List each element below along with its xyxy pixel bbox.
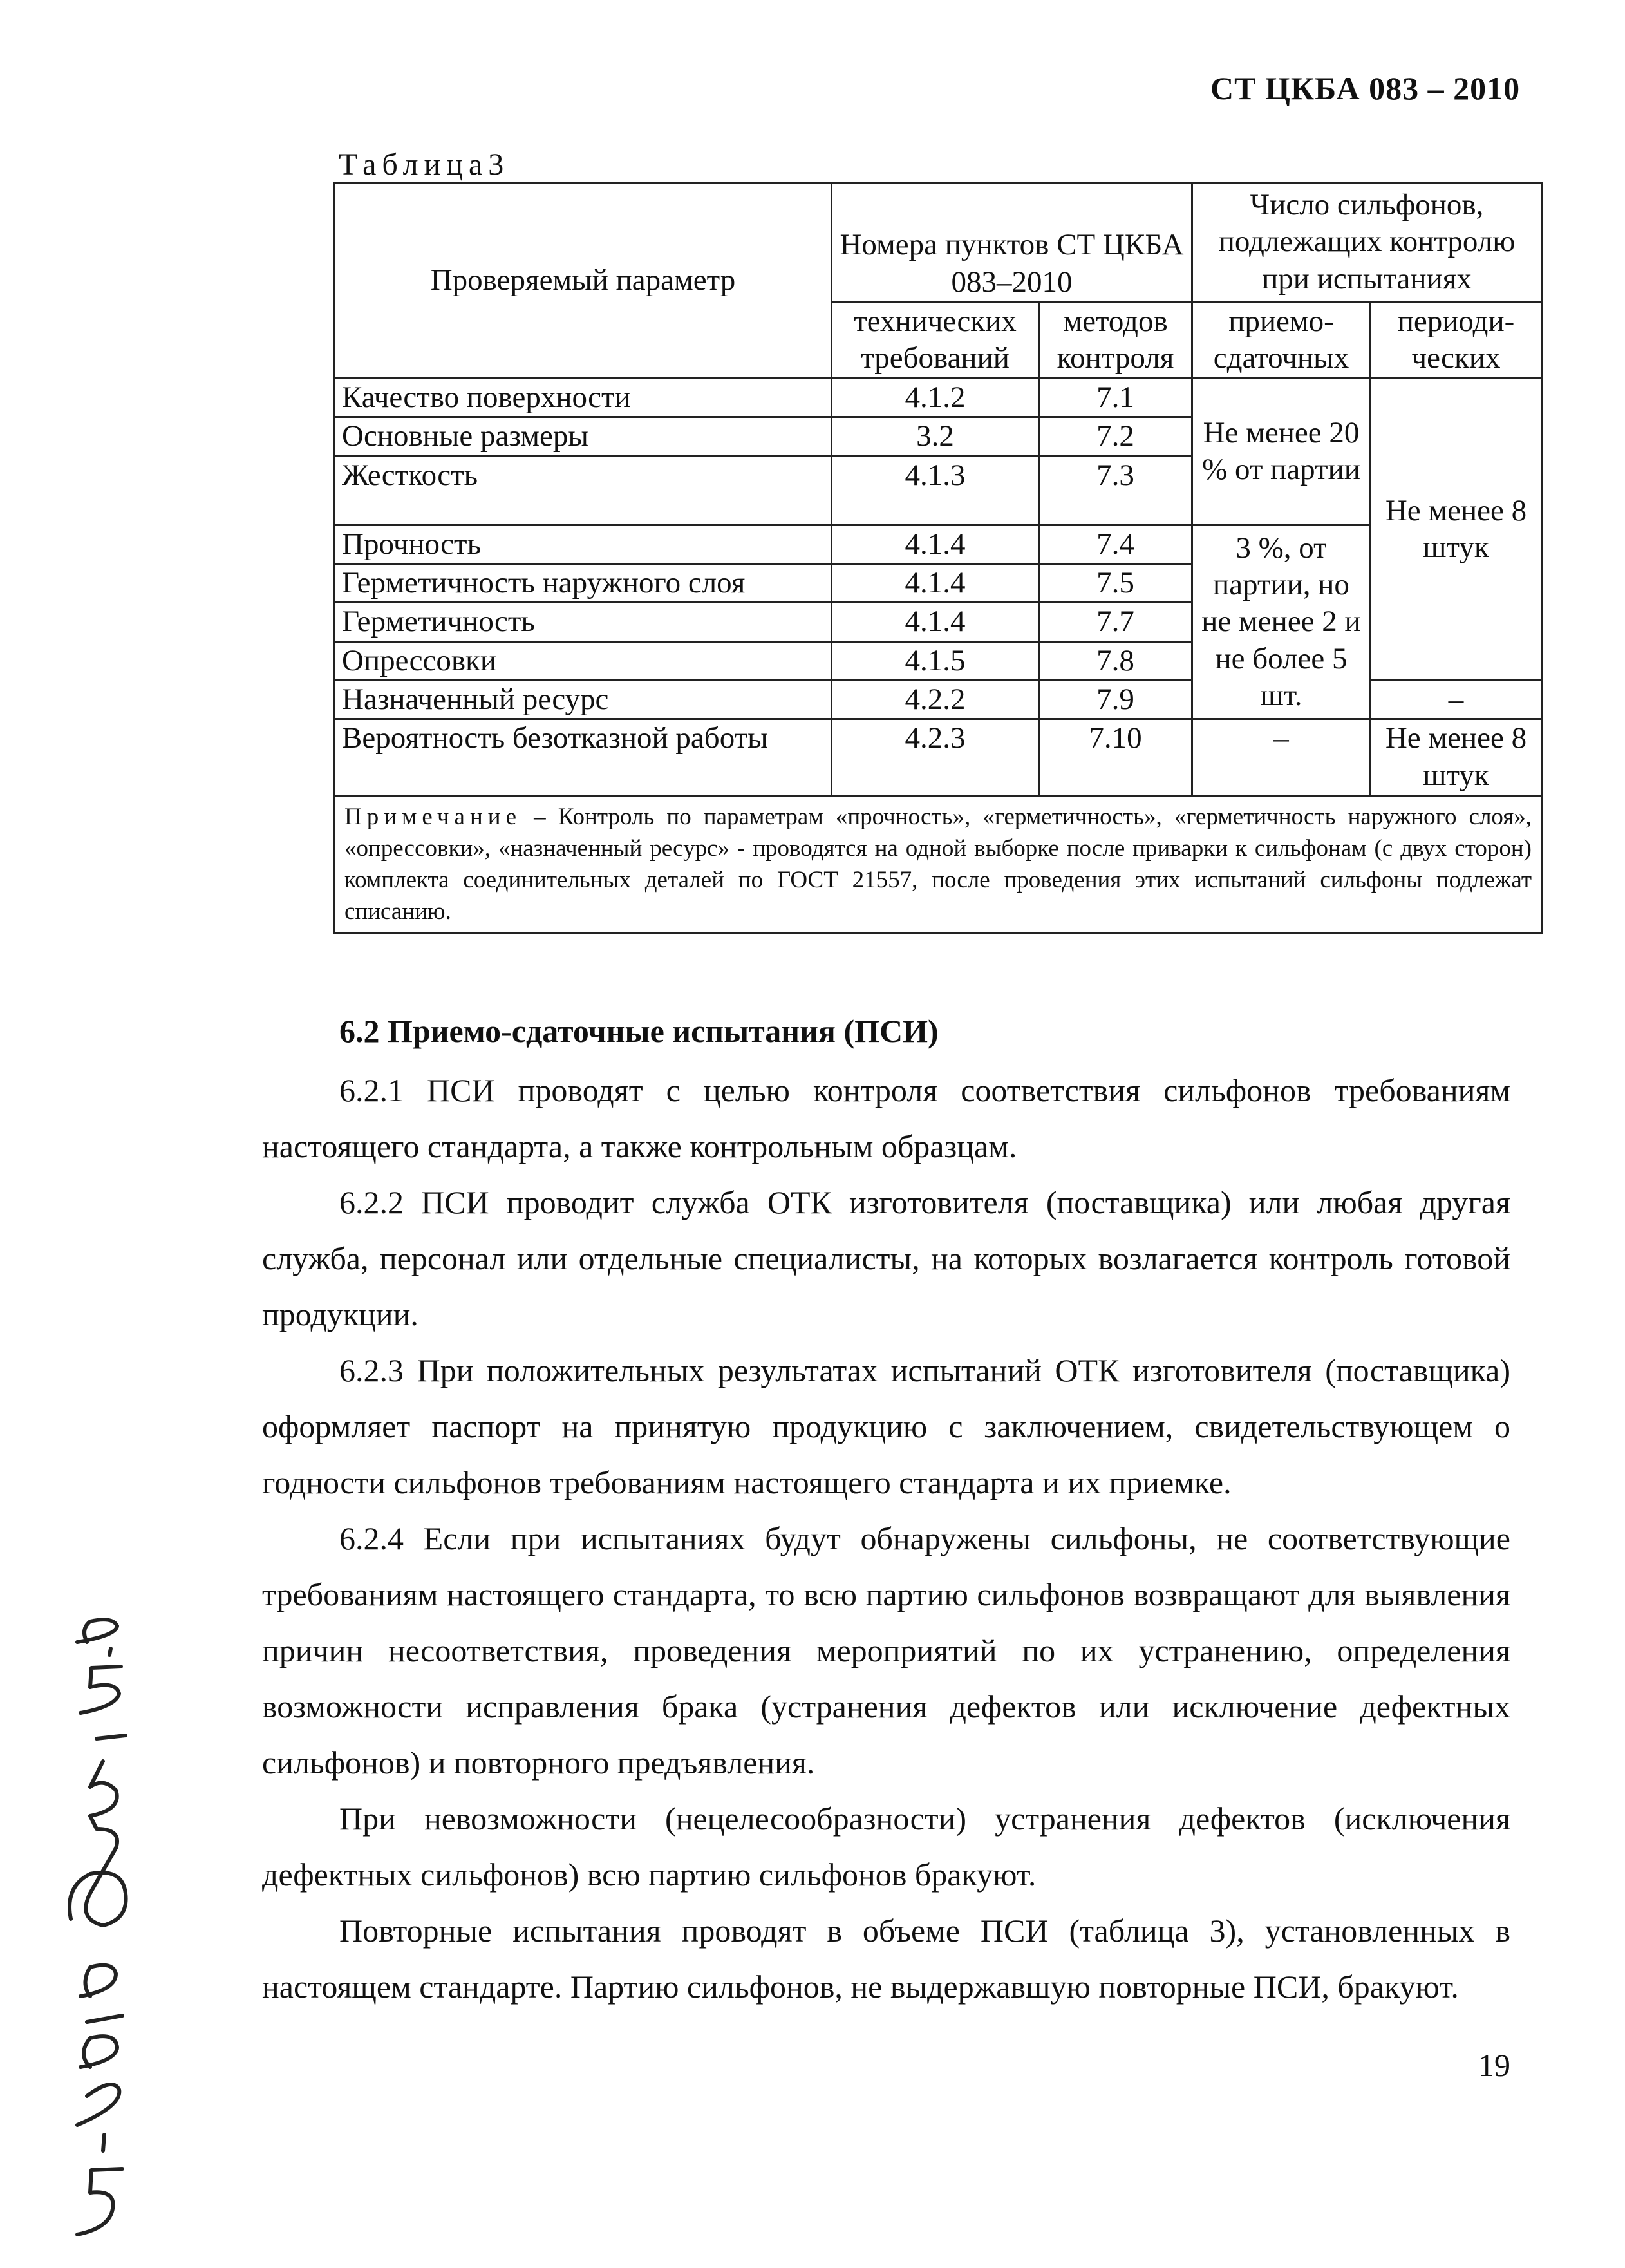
- acceptance-first-group: Не менее 20 % от партии: [1192, 379, 1371, 525]
- row-tech: 3.2: [832, 417, 1039, 456]
- paragraph: Повторные испытания проводят в объеме ПСИ (таблица 3), установленных в настоящем стандарте. Партию сильфонов, не выдержавшую повторные ПСИ, бракуют.: [262, 1913, 1510, 2005]
- row-method: 7.5: [1039, 563, 1192, 602]
- row-tech: 4.1.4: [832, 603, 1039, 641]
- paragraph: 6.2.3 При положительных результатах испытаний ОТК изготовителя (поставщика) оформляет паспорт на принятую продукцию с заключением, свидетельствующем о годности сильфонов требованиям настоящего стандарта и их приемке.: [262, 1352, 1510, 1500]
- periodic-last: Не менее 8 штук: [1371, 719, 1542, 796]
- row-param: Прочность: [335, 525, 832, 563]
- table-row: [335, 719, 1542, 796]
- row-tech: 4.1.5: [832, 641, 1039, 680]
- acceptance-last: –: [1192, 719, 1371, 796]
- paragraph: 6.2.2 ПСИ проводит служба ОТК изготовителя (поставщика) или любая другая служба, персонал или отдельные специалисты, на которых возлагается контроль готовой продукции.: [262, 1184, 1510, 1332]
- table-header-row: [335, 183, 1542, 302]
- row-method: 7.8: [1039, 641, 1192, 680]
- note-label: Примечание: [344, 804, 521, 831]
- row-tech: 4.2.2: [832, 680, 1039, 719]
- row-param: Качество поверхности: [335, 379, 832, 417]
- row-method: 7.2: [1039, 417, 1192, 456]
- table-note-row: [335, 796, 1542, 932]
- table-row: [335, 379, 1542, 417]
- page-number: 19: [1478, 2047, 1510, 2083]
- paragraph: 6.2.4 Если при испытаниях будут обнаружены сильфоны, не соответствующие требованиям настоящего стандарта, то всю партию сильфонов возвращают для выявления причин несоответствия, проведения мероприятий по их устранению, определения возможности исправления брака (устранения дефектов или исключение дефектных сильфонов) и повторного предъявления.: [262, 1520, 1510, 1781]
- note-text: – Контроль по параметрам «прочность», «герметичность», «герметичность наружного слоя», «опрессовки», «назначенный ресурс» - проводятся на одной выборке после приварки к сильфонам (с двух сторон) комплекта соединительных деталей по ГОСТ 21557, после проведения этих испытаний сильфоны подлежат списанию.: [344, 804, 1532, 925]
- row-tech: 4.2.3: [832, 719, 1039, 796]
- row-tech: 4.1.3: [832, 456, 1039, 525]
- row-param: Основные размеры: [335, 417, 832, 456]
- header-points: Номера пунктов СТ ЦКБА 083–2010: [832, 183, 1192, 302]
- row-param: Герметичность наружного слоя: [335, 563, 832, 602]
- row-method: 7.7: [1039, 603, 1192, 641]
- row-param: Вероятность безотказной работы: [335, 719, 832, 796]
- header-count: Число сильфонов, подлежащих контролю при испытаниях: [1192, 183, 1542, 302]
- header-periodic: периоди-ческих: [1371, 302, 1542, 379]
- row-tech: 4.1.2: [832, 379, 1039, 417]
- table-caption: Таблица3: [339, 147, 510, 182]
- header-acceptance: приемо-сдаточных: [1192, 302, 1371, 379]
- acceptance-second-group: 3 %, от партии, но не менее 2 и не более 5 шт.: [1192, 525, 1371, 719]
- table-note: [335, 796, 1542, 932]
- section-heading: 6.2 Приемо-сдаточные испытания (ПСИ): [339, 1013, 939, 1049]
- paragraph: 6.2.1 ПСИ проводят с целью контроля соответствия сильфонов требованиям настоящего стандарта, а также контрольным образцам.: [262, 1072, 1510, 1164]
- periodic-resource: –: [1371, 680, 1542, 719]
- header-tech: технических требований: [832, 302, 1039, 379]
- row-method: 7.1: [1039, 379, 1192, 417]
- row-method: 7.4: [1039, 525, 1192, 563]
- row-param: Герметичность: [335, 603, 832, 641]
- row-param: Назначенный ресурс: [335, 680, 832, 719]
- row-method: 7.9: [1039, 680, 1192, 719]
- row-method: 7.3: [1039, 456, 1192, 525]
- row-param: Опрессовки: [335, 641, 832, 680]
- handwritten-signature-note: [52, 1616, 142, 2247]
- section-body: [262, 1063, 1510, 2015]
- row-method: 7.10: [1039, 719, 1192, 796]
- paragraph: При невозможности (нецелесообразности) устранения дефектов (исключения дефектных сильфонов) всю партию сильфонов бракуют.: [262, 1800, 1510, 1893]
- header-methods: методов контроля: [1039, 302, 1192, 379]
- periodic-first-group: Не менее 8 штук: [1371, 379, 1542, 681]
- header-param: Проверяемый параметр: [335, 183, 832, 379]
- table-3: [333, 182, 1543, 934]
- row-param: Жесткость: [335, 456, 832, 525]
- table-row: [335, 525, 1542, 563]
- row-tech: 4.1.4: [832, 563, 1039, 602]
- document-code: СТ ЦКБА 083 – 2010: [1210, 70, 1521, 106]
- row-tech: 4.1.4: [832, 525, 1039, 563]
